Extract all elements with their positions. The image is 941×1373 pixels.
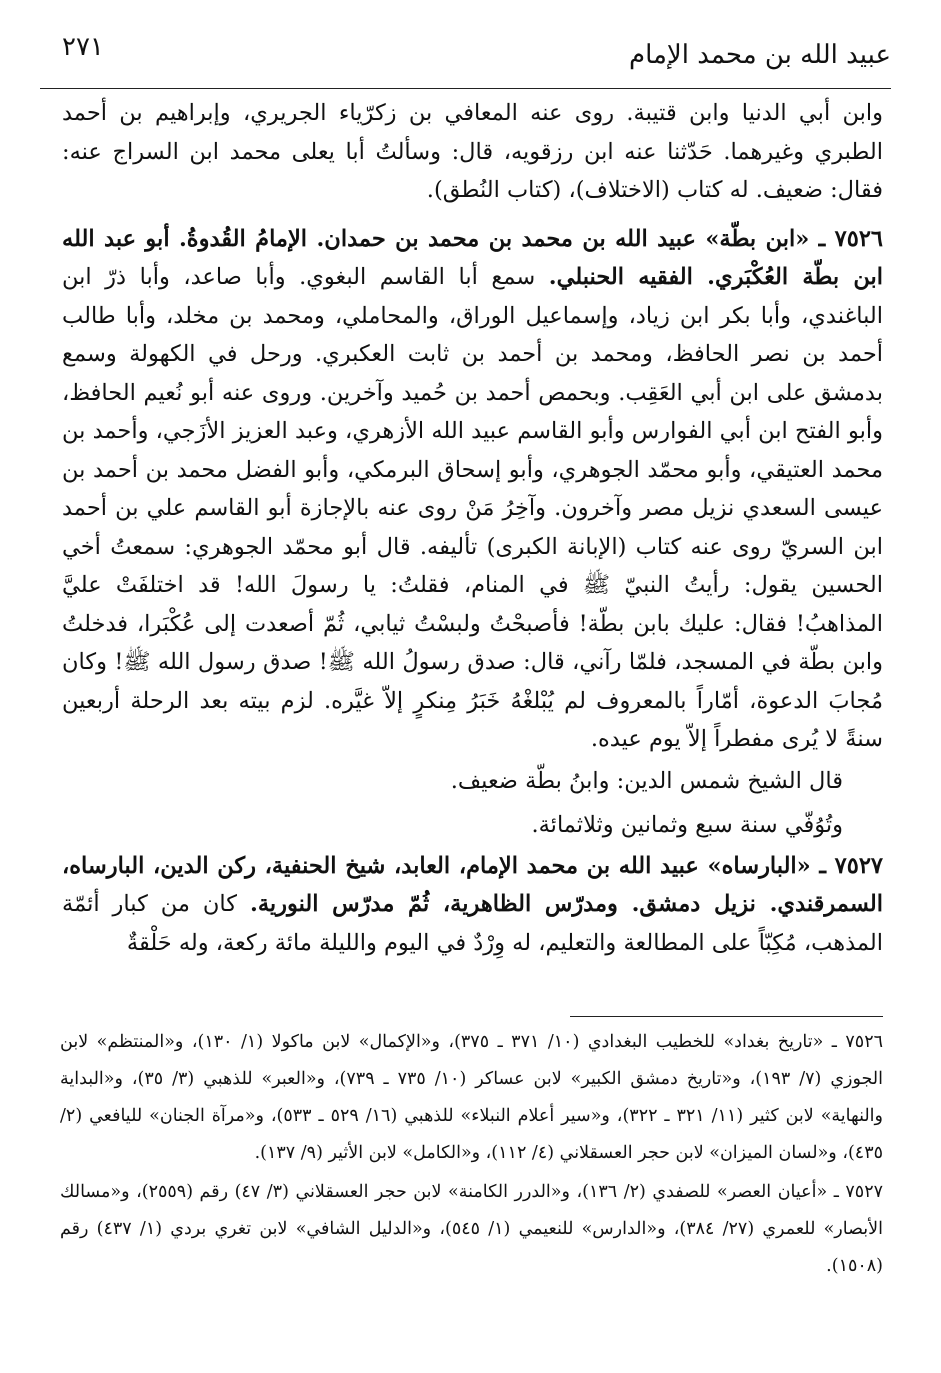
entry-7526-note-1: قال الشيخ شمس الدين: وابنُ بطّة ضعيف. [450,767,843,794]
page-header [40,32,891,82]
entry-7526-body: سمع أبا القاسم البغوي. وأبا صاعد، وأبا ذرّ ابن الباغندي، وأبا بكر ابن زياد، وإسماعيل الوراق، والمحاملي، ومحمد بن مخلد، وأبا طالب أحمد بن نصر الحافظ، ومحمد بن أحمد بن ثابت العكبري. ورحل في الكهولة وسمع بدمشق على ابن أبي العَقِب. وبحمص أحمد بن حُميد وآخرين. وروى عنه أبو نُعيم الحافظ، وأبو الفتح ابن أبي الفوارس وأبو القاسم عبيد الله الأزهري، وعبد العزيز الأزَجي، وأحمد بن محمد العتيقي، وأبو محمّد الجوهري، وأبو إسحاق البرمكي، وأبو الفضل محمد بن أحمد بن عيسى السعدي نزيل مصر وآخرون. وآخِرُ مَنْ روى عنه بالإجازة أبو القاسم علي بن أحمد ابن السريّ روى عنه كتاب (الإبانة الكبرى) تأليفه. قال أبو محمّد الجوهري: سمعتُ أخي الحسين يقول: رأيتُ النبيّ ﷺ في المنام، فقلتُ: يا رسولَ الله! قد اختلفَتْ عليَّ المذاهبُ! فقال: عليك بابن بطّة! فأصبحْتُ ولبسْتُ ثيابي، ثُمّ أصعدت إلى عُكْبَرا، فدخلتُ وابن بطّة في المسجد، فلمّا رآني، قال: صدق رسولُ الله ﷺ! صدق رسول الله ﷺ! وكان مُجابَ الدعوة، أمّاراً بالمعروف لم يُبْلغْهُ خَبَرُ مِنكرٍ إلاّ غيَّره. لزم بيته بعد الرحلة أربعين سنةً لا يُرى مفطراً إلاّ يوم عيده. [62,264,883,752]
footnotes [60,1024,883,1285]
main-text [62,94,883,962]
entry-7526-heading: ٧٥٢٦ ـ «ابن بطّة» عبيد الله بن محمد بن محمد بن حمدان. الإمامُ القُدوةُ. أبو عبد الله ابن بطّة العُكْبَري. الفقيه الحنبلي. [62,225,883,290]
entry-7526 [62,220,883,759]
entry-7527 [62,847,883,963]
running-title: عبيد الله بن محمد الإمام [628,40,891,70]
page-number: ٢٧١ [62,32,104,62]
header-rule [40,88,891,89]
entry-7527-body: كان من كبار أئمّة المذهب، مُكِبّاً على المطالعة والتعليم، له وِرْدٌ في اليوم والليلة مائة ركعة، وله حَلْقةٌ [62,891,883,956]
entry-7527-heading: ٧٥٢٧ ـ «البارساه» عبيد الله بن محمد الإمام، العابد، شيخ الحنفية، ركن الدين، البارساه، السمرقندي. نزيل دمشق. ومدرّس الظاهرية، ثُمّ مدرّس النورية. [62,852,883,917]
continuation-paragraph: وابن أبي الدنيا وابن قتيبة. روى عنه المعافي بن زكرّياء الجريري، وإبراهيم بن أحمد الطبري وغيرهما. حَدّثنا عنه ابن رزقويه، قال: وسألتُ أبا يعلى محمد ابن السراج عنه: فقال: ضعيف. له كتاب (الاختلاف)، (كتاب النُطق). [62,100,883,203]
footnote-7526: ٧٥٢٦ ـ «تاريخ بغداد» للخطيب البغدادي (١٠/ ٣٧١ ـ ٣٧٥)، و«الإكمال» لابن ماكولا (١/ ١٣٠)، و«المنتظم» لابن الجوزي (٧/ ١٩٣)، و«تاريخ دمشق الكبير» لابن عساكر (١٠/ ٧٣٥ ـ ٧٣٩)، و«العبر» للذهبي (٣/ ٣٥)، و«البداية والنهاية» لابن كثير (١١/ ٣٢١ ـ ٣٢٢)، و«سير أعلام النبلاء» للذهبي (١٦/ ٥٢٩ ـ ٥٣٣)، و«مرآة الجنان» لليافعي (٢/ ٤٣٥)، و«لسان الميزان» لابن حجر العسقلاني (٤/ ١١٢)، و«الكامل» لابن الأثير (٩/ ١٣٧). [60,1032,883,1163]
entry-7526-note-2: وتُوُفّي سنة سبع وثمانين وثلاثمائة. [531,811,843,838]
footnote-7527: ٧٥٢٧ ـ «أعيان العصر» للصفدي (٢/ ١٣٦)، و«الدرر الكامنة» لابن حجر العسقلاني (٣/ ٤٧) رقم (٢٥٥٩)، و«مسالك الأبصار» للعمري (٢٧/ ٣٨٤)، و«الدارس» للنعيمي (١/ ٥٤٥)، و«الدليل الشافي» لابن تغري بردي (١/ ٤٣٧) رقم (١٥٠٨). [60,1182,883,1276]
footnote-rule [570,1016,883,1017]
